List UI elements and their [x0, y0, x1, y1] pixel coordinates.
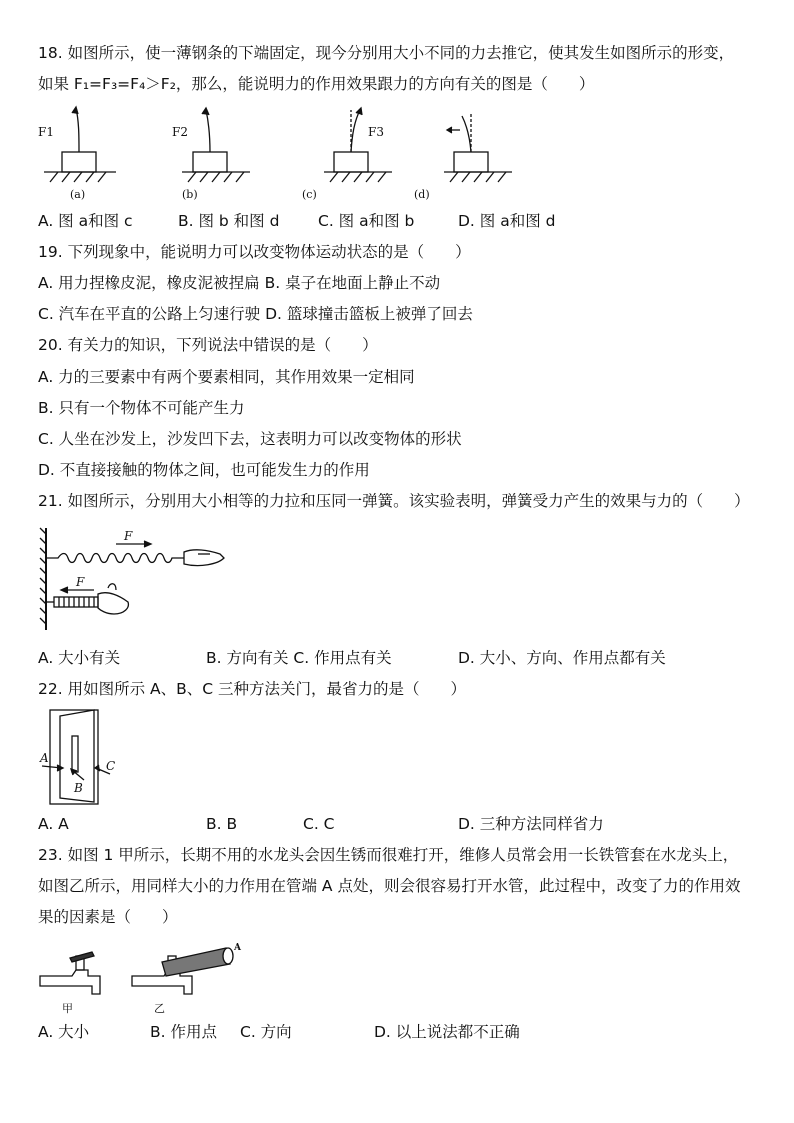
- q22-option-c: C. C: [303, 815, 335, 833]
- q23-label-yi: 乙: [154, 1002, 165, 1015]
- q23-option-a: A. 大小: [38, 1023, 90, 1041]
- q21-option-a: A. 大小有关: [38, 649, 121, 667]
- q21-label-f-pull: F: [124, 529, 133, 543]
- q21-stem: 21. 如图所示，分别用大小相等的力拉和压同一弹簧。该实验表明，弹簧受力产生的效果与力的（ ）: [38, 492, 750, 510]
- q20-stem: 20. 有关力的知识，下列说法中错误的是（ ）: [38, 336, 378, 354]
- q18-option-d: D. 图 a和图 d: [458, 212, 556, 230]
- q21-option-b: B. 方向有关 C. 作用点有关: [206, 649, 392, 667]
- q18-figure: [36, 100, 516, 202]
- q19-stem: 19. 下列现象中，能说明力可以改变物体运动状态的是（ ）: [38, 243, 471, 261]
- q22-option-d: D. 三种方法同样省力: [458, 815, 604, 833]
- q23-label-point-a: A: [234, 943, 241, 953]
- q20-option-d: D. 不直接接触的物体之间，也可能发生力的作用: [38, 461, 370, 479]
- q20-option-c: C. 人坐在沙发上，沙发凹下去，这表明力可以改变物体的形状: [38, 430, 462, 448]
- q21-option-d: D. 大小、方向、作用点都有关: [458, 649, 666, 667]
- q18-fig-d: [444, 112, 512, 182]
- q23-stem-line-1: 23. 如图 1 甲所示，长期不用的水龙头会因生锈而很难打开，维修人员常会用一长铁管套在水龙头上，: [38, 846, 739, 864]
- q18-fig-b: [182, 108, 250, 182]
- q18-fig-c: [324, 108, 392, 182]
- q21-spring-figure: [38, 524, 228, 634]
- q18-label-f1: F1: [38, 125, 54, 139]
- q22-label-c: C: [106, 759, 116, 773]
- q23-option-c: C. 方向: [240, 1023, 292, 1041]
- q20-option-a: A. 力的三要素中有两个要素相同，其作用效果一定相同: [38, 368, 415, 386]
- q18-fig-a: [44, 107, 116, 182]
- q23-faucet-figure: [36, 936, 248, 1016]
- q22-door-figure: [38, 706, 130, 806]
- q18-option-a: A. 图 a和图 c: [38, 212, 133, 230]
- q18-label-f2: F2: [172, 125, 188, 139]
- q18-option-c: C. 图 a和图 b: [318, 212, 415, 230]
- q22-label-a: A: [40, 751, 49, 765]
- q22-option-a: A. A: [38, 815, 69, 833]
- q23-option-d: D. 以上说法都不正确: [374, 1023, 520, 1041]
- q19-options-line-2: C. 汽车在平直的公路上匀速行驶 D. 篮球撞击篮板上被弹了回去: [38, 305, 473, 323]
- q20-option-b: B. 只有一个物体不可能产生力: [38, 399, 245, 417]
- q21-label-f-push: F: [76, 575, 85, 589]
- q22-stem: 22. 用如图所示 A、B、C 三种方法关门，最省力的是（ ）: [38, 680, 466, 698]
- q23-label-jia: 甲: [62, 1002, 73, 1015]
- q19-options-line-1: A. 用力捏橡皮泥，橡皮泥被捏扁 B. 桌子在地面上静止不动: [38, 274, 441, 292]
- q18-stem-line-1: 18. 如图所示，使一薄钢条的下端固定，现今分别用大小不同的力去推它，使其发生如图所示的形变，: [38, 44, 735, 62]
- q18-caption-c: (c): [302, 188, 317, 201]
- q18-caption-a: (a): [70, 188, 86, 201]
- q23-stem-line-2: 如图乙所示，用同样大小的力作用在管端 A 点处，则会很容易打开水管，此过程中，改变了力的作用效: [38, 877, 741, 895]
- q18-label-f3: F3: [368, 125, 384, 139]
- q18-caption-d: (d): [414, 188, 430, 201]
- q18-caption-b: (b): [182, 188, 198, 201]
- q18-stem-line-2: 如果 F₁=F₃=F₄＞F₂，那么，能说明力的作用效果跟力的方向有关的图是（ ）: [38, 75, 595, 93]
- q22-label-b: B: [74, 781, 83, 795]
- q23-stem-line-3: 果的因素是（ ）: [38, 908, 178, 926]
- q22-option-b: B. B: [206, 815, 238, 833]
- q23-option-b: B. 作用点: [150, 1023, 217, 1041]
- q18-option-b: B. 图 b 和图 d: [178, 212, 280, 230]
